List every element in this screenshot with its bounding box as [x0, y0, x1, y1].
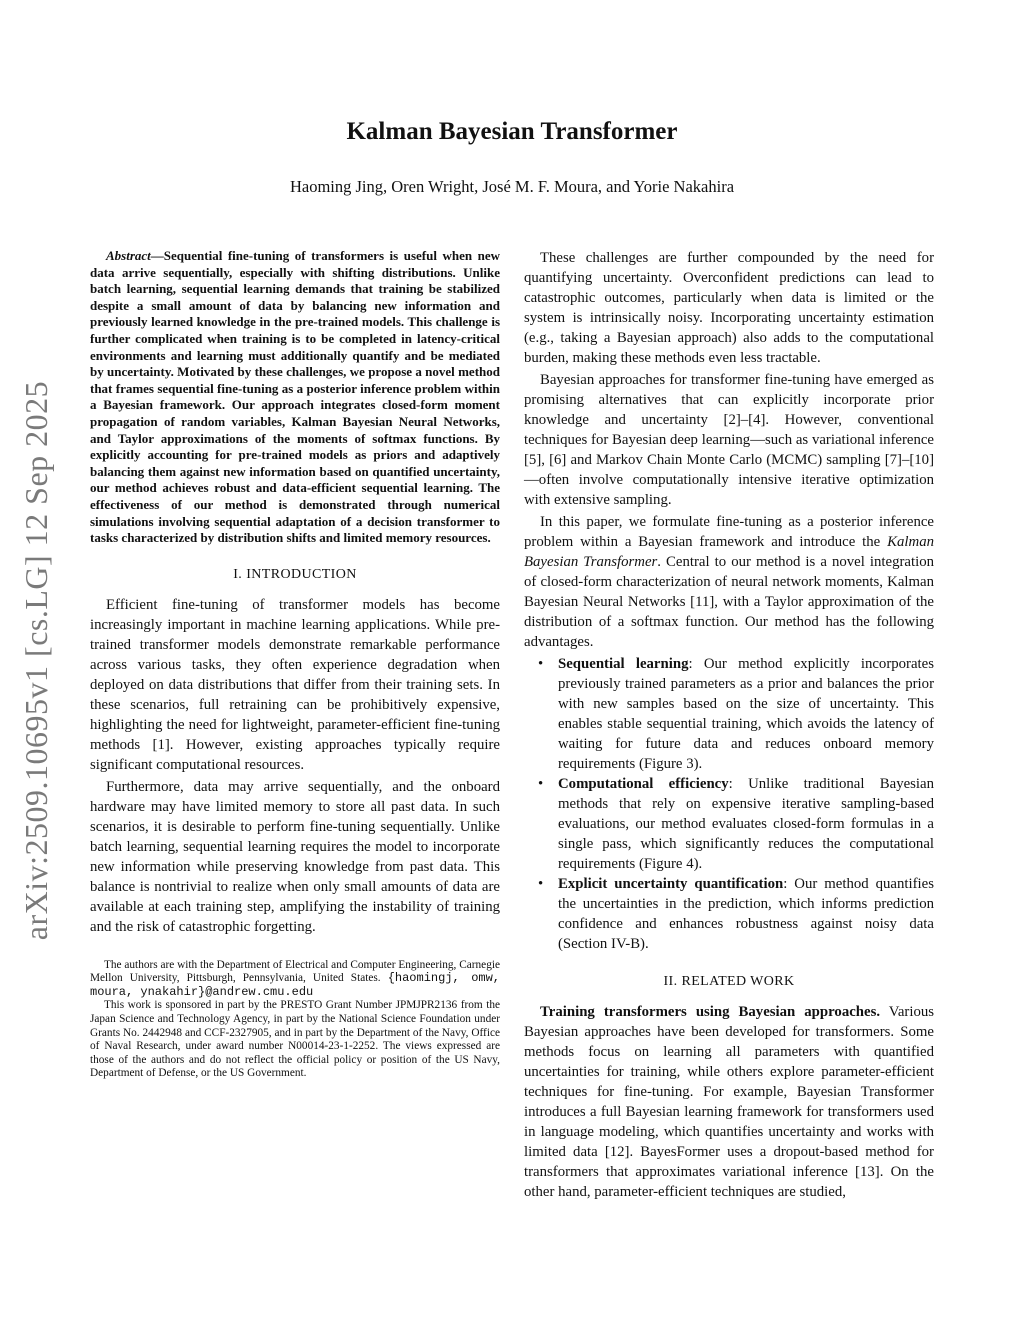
right-paragraph-3: [524, 512, 934, 652]
paper-title: Kalman Bayesian Transformer: [346, 118, 678, 145]
abstract-label: Abstract: [106, 248, 151, 263]
related-paragraph-1: [524, 1002, 934, 1202]
advantages-list: [524, 654, 934, 954]
abstract-dash: —: [150, 248, 164, 263]
p3-end: . Central to our method is a novel integration of closed-form characterization of neural network moments, Kalman Bayesian Neural Networks [11], with a Taylor approximation of the distribution of a softmax function. Our method has the following advantages.: [524, 554, 934, 650]
footnote-email: {haomingj, omw, moura, ynakahir}@andrew.cmu.edu: [90, 971, 500, 999]
section-number: II.: [663, 974, 678, 989]
related-text: Various Bayesian approaches have been developed for transformers. Some methods focus on learning all parameters with quantified uncertainties for training, while others explore parameter-efficient techniques for fine-tuning. For example, Bayesian Transformer introduces a full Bayesian learning framework for transformers used in language modeling, which quantifies uncertainty and works with limited data [12]. BayesFormer uses a dropout-based method for transformers that approximates variational inference [13]. On the other hand, parameter-efficient techniques are studied,: [524, 1004, 935, 1200]
arxiv-identifier-stamp: [12, 330, 62, 990]
list-item: [524, 654, 934, 774]
method-name: Kalman Bayesian Transformer: [524, 534, 934, 570]
arxiv-stamp-text: arXiv:2509.10695v1 [cs.LG] 12 Sep 2025: [18, 380, 55, 940]
paragraph-run-in-heading: Training transformers using Bayesian approaches.: [540, 1004, 881, 1020]
footnote: [90, 959, 500, 1081]
intro-paragraph-1: Efficient fine-tuning of transformer models has become increasingly important in machine learning applications. While pre-trained transformer models demonstrate remarkable performance across various tasks, they often experience degradation when deployed on data distributions that differ from their training sets. In these scenarios, full retraining can be prohibitively expensive, highlighting the need for lightweight, parameter-efficient fine-tuning methods [1]. However, existing approaches typically require significant computational resources.: [90, 596, 500, 773]
bullet-text: : Our method explicitly incorporates previously trained parameters as a prior and balances the prior with new samples based on the size of uncertainty. This enables stable sequential training, which avoids the latency of waiting for future data and reduces onboard memory requirements (Figure 3).: [558, 656, 934, 772]
section-number: I.: [233, 566, 243, 582]
footnote-affiliation: [90, 959, 500, 1000]
section-title: INTRODUCTION: [246, 566, 357, 582]
footnote-funding: This work is sponsored in part by the PRESTO Grant Number JPMJPR2136 from the Japan Science and Technology Agency, in part by the National Science Foundation under Grants No. 2442948 and CCF-2327905, and in part by the Department of the Navy, Office of Naval Research, under award number N00014-23-1-2252. The views expressed are those of the authors and do not reflect the official policy or position of the US Navy, Department of Defense, or the US Government.: [90, 999, 500, 1080]
bullet-label: Computational efficiency: [558, 776, 729, 792]
right-paragraph-2: Bayesian approaches for transformer fine-tuning have emerged as promising alternatives that can explicitly incorporate prior knowledge and uncertainty [2]–[4]. However, conventional techniques for Bayesian deep learning—such as variational inference [5], [6] and Markov Chain Monte Carlo (MCMC) sampling [7]–[10]—often involve computationally intensive iterative optimization with extensive sampling.: [524, 372, 934, 508]
left-column: [90, 248, 500, 1081]
list-item: [524, 774, 934, 874]
abstract-text: Sequential fine-tuning of transformers is useful when new data arrive sequentially, especially with shifting distributions. Unlike batch learning, sequential learning demands that training be stabilized despite a small amount of data by balancing new information and previously learned knowledge in the pre-trained models. This challenge is further complicated when training is to be completed in latency-critical environments and learning must additionally quantify and be mediated by uncertainty. Motivated by these challenges, we propose a novel method that frames sequential fine-tuning as a posterior inference problem within a Bayesian framework. Our approach integrates closed-form moment propagation of random variables, Kalman Bayesian Neural Networks, and Taylor approximations of the moments of softmax functions. By explicitly accounting for pre-trained models as priors and adaptively balancing them against new information based on quantified uncertainty, our method achieves robust and data-efficient sequential learning. The effectiveness of our method is demonstrated through numerical simulations involving sequential adaptation of a decision transformer to tasks characterized by distribution shifts and limited memory resources.: [90, 248, 500, 546]
section-title: RELATED WORK: [681, 974, 795, 989]
section-heading-related-work: [524, 972, 934, 992]
footnote-affiliation-text: The authors are with the Department of Electrical and Computer Engineering, Carnegie Mellon University, Pittsburgh, Pennsylvania, United States.: [90, 958, 500, 985]
abstract: [90, 248, 500, 547]
section-heading-introduction: [90, 565, 500, 585]
author-list: Haoming Jing, Oren Wright, José M. F. Moura, and Yorie Nakahira: [289, 177, 735, 196]
right-paragraph-1: These challenges are further compounded by the need for quantifying uncertainty. Overconfident predictions can lead to catastrophic outcomes, particularly when data is limited or the system is intrinsically noisy. Incorporating uncertainty estimation (e.g., taking a Bayesian approach) also adds to the computational burden, making these methods even less tractable.: [524, 250, 934, 366]
bullet-label: Sequential learning: [558, 656, 689, 672]
bullet-label: Explicit uncertainty quantification: [558, 876, 784, 892]
bullet-text: : Unlike traditional Bayesian methods that rely on expensive iterative sampling-based evaluations, our method evaluates closed-form formulas in a single pass, which significantly reduces the computational requirements (Figure 4).: [558, 776, 934, 872]
p3-start: In this paper, we formulate fine-tuning as a posterior inference problem within a Bayesian framework and introduce the: [524, 514, 934, 550]
intro-paragraph-2: Furthermore, data may arrive sequentially, and the onboard hardware may have limited memory to store all past data. In such scenarios, it is desirable to perform fine-tuning sequentially. Unlike batch learning, sequential learning requires the model to incorporate new information while preserving knowledge from past data. This balance is nontrivial to realize when only small amounts of data are available at each training step, amplifying the instability of training and the risk of catastrophic forgetting.: [90, 778, 500, 935]
right-column: [524, 248, 934, 1204]
bullet-text: : Our method quantifies the uncertainties in the prediction, which informs prediction confidence and enhances robustness against noisy data (Section IV-B).: [558, 876, 934, 952]
list-item: [524, 874, 934, 954]
